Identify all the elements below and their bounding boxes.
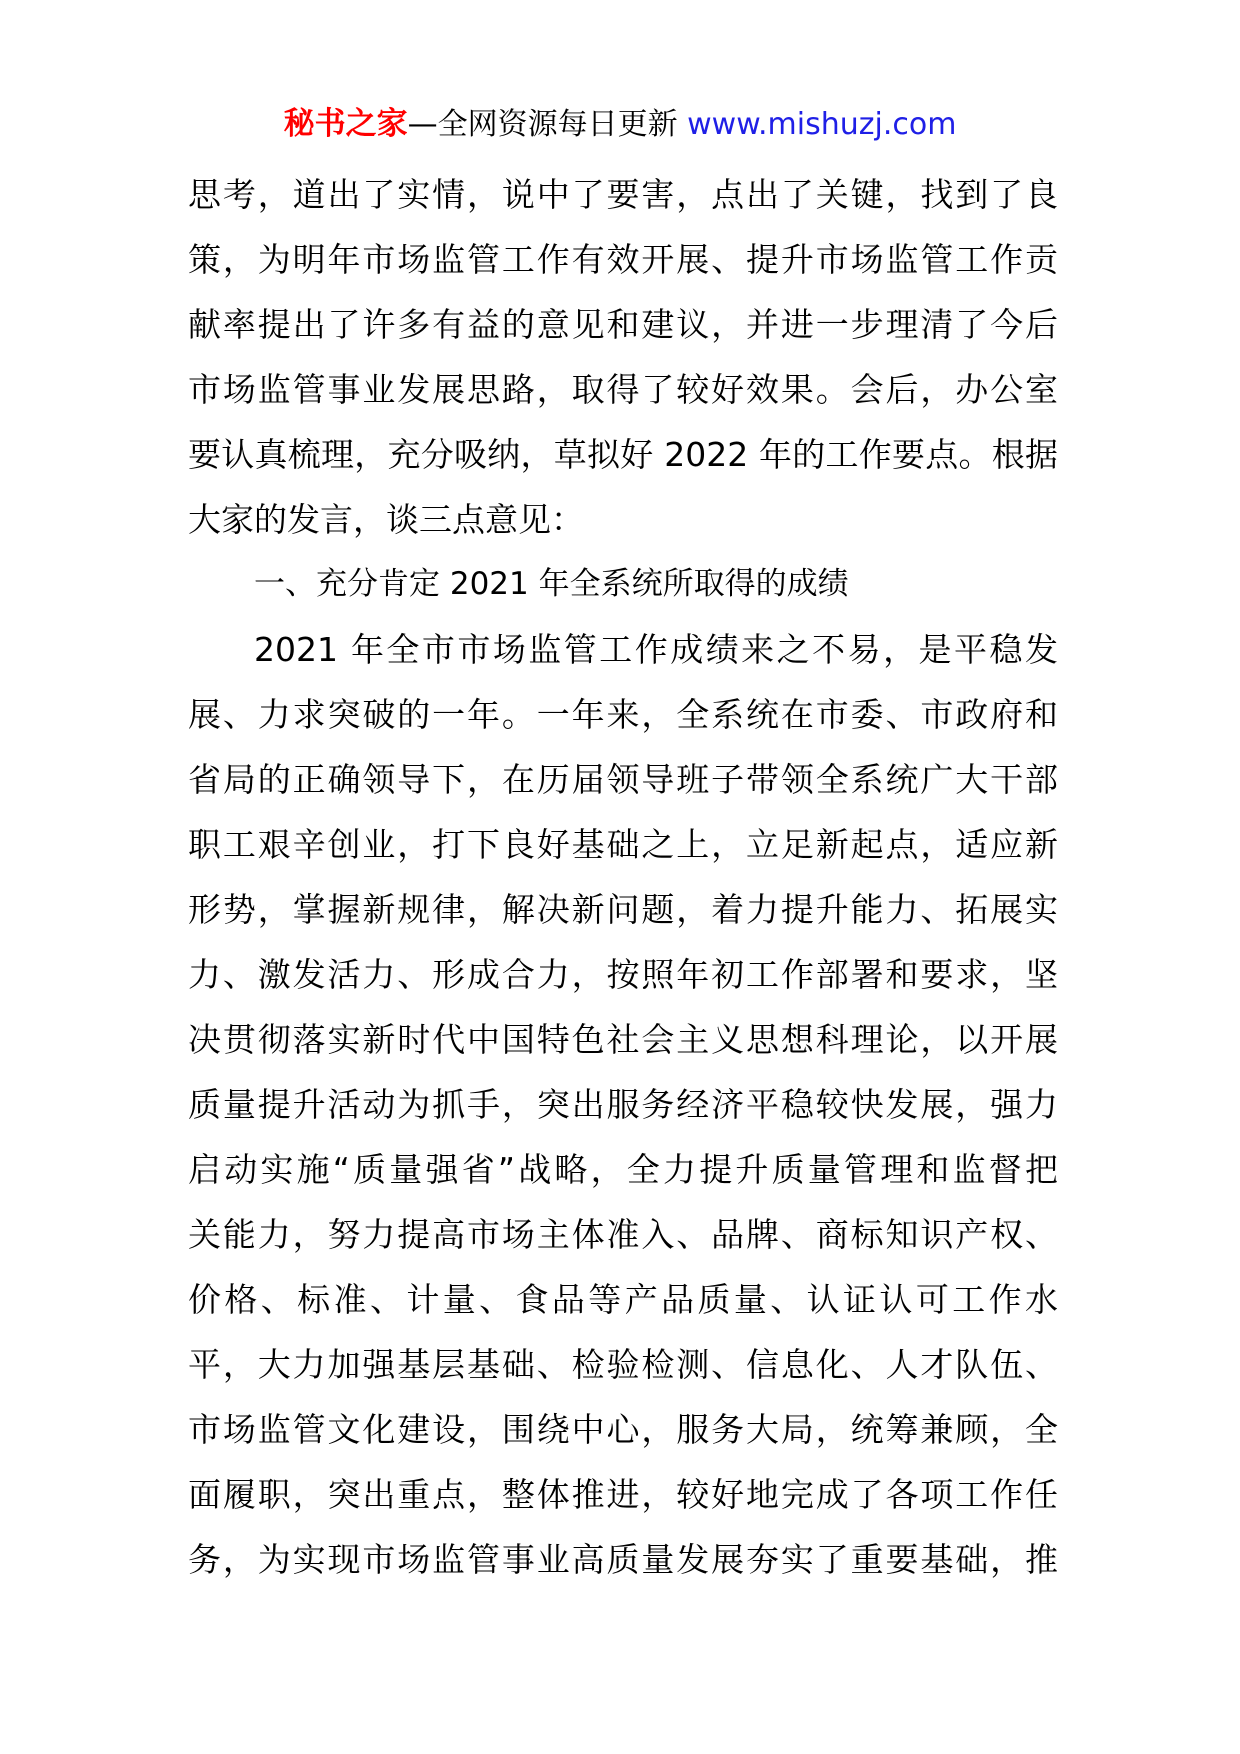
text-line: 启动实施“质量强省”战略，全力提升质量管理和监督把 (188, 1150, 1058, 1189)
page-header (0, 100, 1240, 149)
header-tagline: —全网资源每日更新 (407, 107, 678, 142)
text-line: 形势，掌握新规律，解决新问题，着力提升能力、拓展实 (188, 890, 1058, 929)
text-line: 策，为明年市场监管工作有效开展、提升市场监管工作贡 (188, 240, 1058, 279)
text-line: 平，大力加强基层基础、检验检测、信息化、人才队伍、 (188, 1345, 1058, 1384)
text-line: 市场监管事业发展思路，取得了较好效果。会后，办公室 (188, 370, 1058, 409)
site-url-link[interactable]: www.mishuzj.com (687, 107, 957, 142)
text-line: 关能力，努力提高市场主体准入、品牌、商标知识产权、 (188, 1215, 1058, 1254)
brand-name: 秘书之家 (283, 106, 408, 142)
document-body (188, 162, 1058, 1592)
text-line: 面履职，突出重点，整体推进，较好地完成了各项工作任 (188, 1475, 1058, 1514)
text-line: 价格、标准、计量、食品等产品质量、认证认可工作水 (188, 1280, 1058, 1319)
text-line: 展、力求突破的一年。一年来，全系统在市委、市政府和 (188, 695, 1058, 734)
text-line: 力、激发活力、形成合力，按照年初工作部署和要求，坚 (188, 955, 1058, 994)
text-line: 大家的发言，谈三点意见： (188, 500, 584, 539)
text-line: 职工艰辛创业，打下良好基础之上，立足新起点，适应新 (188, 825, 1058, 864)
text-line: 质量提升活动为抓手，突出服务经济平稳较快发展，强力 (188, 1085, 1058, 1124)
text-line: 决贯彻落实新时代中国特色社会主义思想科理论，以开展 (188, 1020, 1058, 1059)
text-line: 思考，道出了实情，说中了要害，点出了关键，找到了良 (188, 175, 1058, 214)
text-line: 市场监管文化建设，围绕中心，服务大局，统筹兼顾，全 (188, 1410, 1058, 1449)
text-line: 2021 年全市市场监管工作成绩来之不易，是平稳发 (254, 630, 1058, 669)
text-line: 要认真梳理，充分吸纳，草拟好 2022 年的工作要点。根据 (188, 435, 1058, 474)
section-heading: 一、充分肯定 2021 年全系统所取得的成绩 (254, 566, 849, 602)
text-line: 献率提出了许多有益的意见和建议，并进一步理清了今后 (188, 305, 1058, 344)
text-line: 省局的正确领导下，在历届领导班子带领全系统广大干部 (188, 760, 1058, 799)
text-line: 务，为实现市场监管事业高质量发展夯实了重要基础，推 (188, 1540, 1058, 1579)
